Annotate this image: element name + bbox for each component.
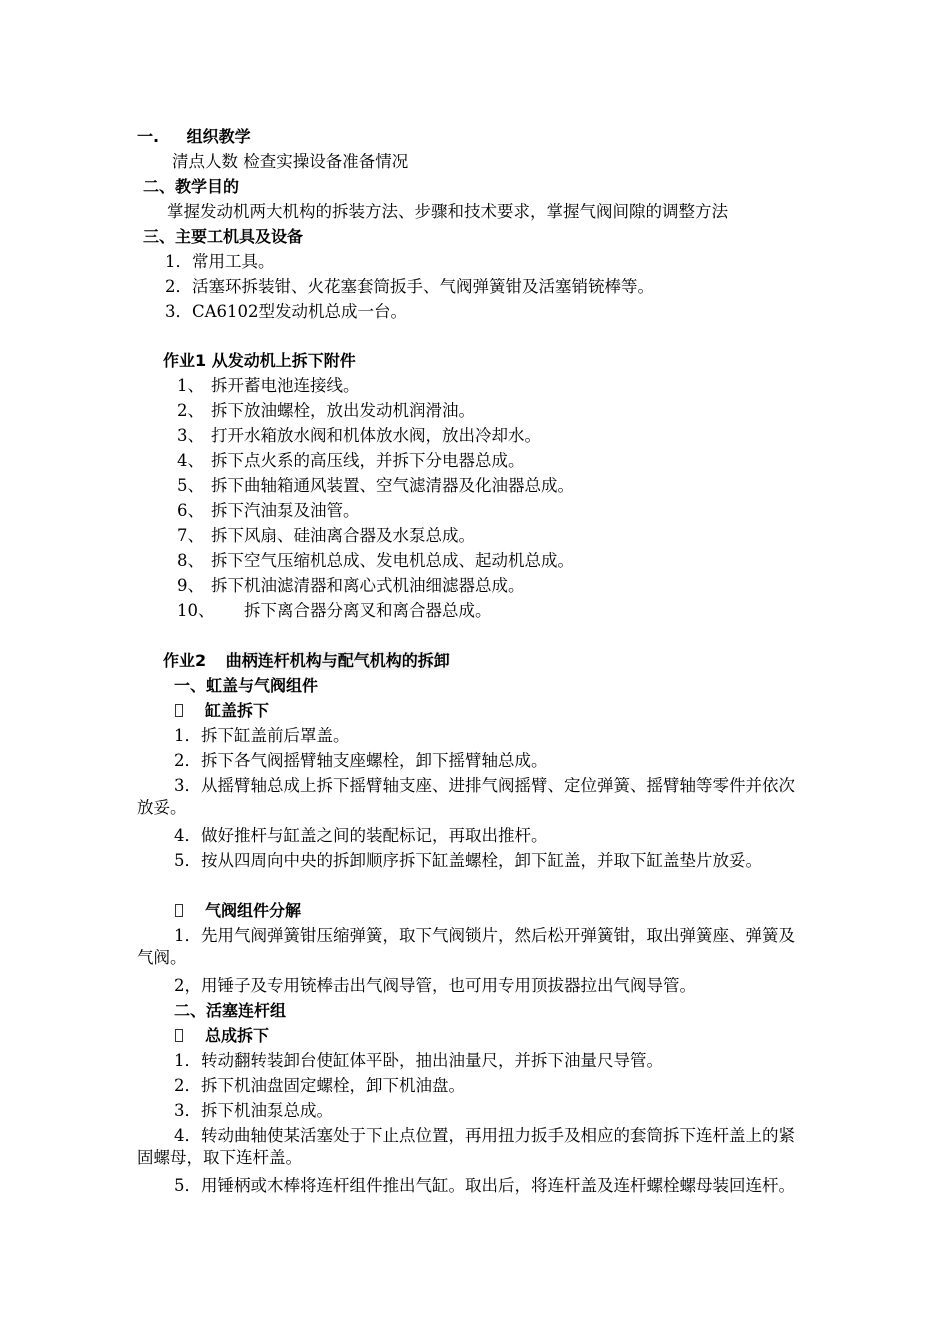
step-number: 7、 xyxy=(177,526,204,545)
step-number: 5、 xyxy=(177,476,204,495)
step-text: 拆下机油滤清器和离心式机油细滤器总成。 xyxy=(211,576,525,595)
job-2-title: 曲柄连杆机构与配气机构的拆卸 xyxy=(225,651,450,670)
section-1-number: 一. xyxy=(137,127,160,146)
cylinder-head-step: 1．拆下缸盖前后罩盖。 xyxy=(174,726,350,745)
piston-step: 1．转动翻转装卸台使缸体平卧，抽出油量尺，并拆下油量尺导管。 xyxy=(174,1051,663,1070)
tool-item: 1．常用工具。 xyxy=(165,252,275,271)
cylinder-head-step: 2．拆下各气阀摇臂轴支座螺栓，卸下摇臂轴总成。 xyxy=(174,751,548,770)
piston-step: 2．拆下机油盘固定螺栓，卸下机油盘。 xyxy=(174,1076,465,1095)
step-number: 8、 xyxy=(177,551,204,570)
subheading-text: 总成拆下 xyxy=(205,1026,270,1045)
job-2-heading xyxy=(163,650,450,672)
step-number: 2、 xyxy=(177,401,204,420)
step-number: 9、 xyxy=(177,576,204,595)
step-number: 3、 xyxy=(177,426,204,445)
part-2-heading: 二、活塞连杆组 xyxy=(174,1001,287,1020)
piston-step: 4．转动曲轴使某活塞处于下止点位置，再用扭力扳手及相应的套筒拆下连杆盖上的紧固螺母，取下连杆盖。 xyxy=(137,1126,795,1167)
job-1-step xyxy=(177,450,525,472)
step-number: 4、 xyxy=(177,451,204,470)
step-number: 6、 xyxy=(177,501,204,520)
subheading-text: 缸盖拆下 xyxy=(205,701,270,720)
part-1-heading: 一、虹盖与气阀组件 xyxy=(174,676,319,695)
job-1-heading: 作业1 从发动机上拆下附件 xyxy=(163,351,356,370)
part-2-subheading-1 xyxy=(175,1025,269,1047)
job-1-step xyxy=(177,550,574,572)
tool-item: 2．活塞环拆装钳、火花塞套筒扳手、气阀弹簧钳及活塞销铳棒等。 xyxy=(165,277,654,296)
step-text: 拆下放油螺栓，放出发动机润滑油。 xyxy=(211,401,475,420)
job-1-step xyxy=(177,400,475,422)
cylinder-head-step: 5．按从四周向中央的拆卸顺序拆下缸盖螺栓，卸下缸盖，并取下缸盖垫片放妥。 xyxy=(174,851,762,870)
subheading-text: 气阀组件分解 xyxy=(205,901,302,920)
section-1-body: 清点人数 检查实操设备准备情况 xyxy=(172,152,409,171)
step-text: 拆下曲轴箱通风装置、空气滤清器及化油器总成。 xyxy=(211,476,574,495)
step-text: 拆开蓄电池连接线。 xyxy=(211,376,360,395)
job-1-step xyxy=(177,500,360,522)
piston-step: 5．用锤柄或木棒将连杆组件推出气缸。取出后，将连杆盖及连杆螺栓螺母装回连杆。 xyxy=(174,1176,795,1195)
section-1-heading xyxy=(137,126,251,148)
valve-step: 2，用锤子及专用铳棒击出气阀导管，也可用专用顶拔器拉出气阀导管。 xyxy=(174,976,696,995)
step-text: 打开水箱放水阀和机体放水阀，放出冷却水。 xyxy=(211,426,541,445)
step-text: 拆下汽油泵及油管。 xyxy=(211,501,360,520)
cylinder-head-step: 4．做好推杆与缸盖之间的装配标记，再取出推杆。 xyxy=(174,826,548,845)
step-number: 10、 xyxy=(177,601,215,620)
bullet-icon xyxy=(175,704,183,717)
job-1-step xyxy=(177,475,574,497)
job-1-step xyxy=(177,375,360,397)
job-1-step xyxy=(177,575,525,597)
part-1-subheading-1 xyxy=(175,700,269,722)
step-text: 拆下点火系的高压线，并拆下分电器总成。 xyxy=(211,451,525,470)
job-1-step xyxy=(177,600,492,622)
step-text: 拆下离合器分离叉和离合器总成。 xyxy=(244,601,492,620)
tool-item: 3．CA6102型发动机总成一台。 xyxy=(165,302,408,321)
section-2-heading: 二、教学目的 xyxy=(143,177,240,196)
section-2-body: 掌握发动机两大机构的拆装方法、步骤和技术要求，掌握气阀间隙的调整方法 xyxy=(167,202,728,221)
valve-step: 1．先用气阀弹簧钳压缩弹簧，取下气阀锁片，然后松开弹簧钳，取出弹簧座、弹簧及气阀。 xyxy=(137,926,795,967)
job-1-step xyxy=(177,425,541,447)
job-1-step xyxy=(177,525,475,547)
part-1-subheading-2 xyxy=(175,900,301,922)
section-1-title: 组织教学 xyxy=(186,127,251,146)
step-number: 1、 xyxy=(177,376,204,395)
section-3-heading: 三、主要工机具及设备 xyxy=(143,227,304,246)
bullet-icon xyxy=(175,1029,183,1042)
cylinder-head-step: 3．从摇臂轴总成上拆下摇臂轴支座、进排气阀摇臂、定位弹簧、摇臂轴等零件并依次放妥。 xyxy=(137,776,795,817)
step-text: 拆下风扇、硅油离合器及水泵总成。 xyxy=(211,526,475,545)
piston-step: 3．拆下机油泵总成。 xyxy=(174,1101,333,1120)
bullet-icon xyxy=(175,904,183,917)
job-2-label: 作业2 xyxy=(163,651,207,670)
step-text: 拆下空气压缩机总成、发电机总成、起动机总成。 xyxy=(211,551,574,570)
